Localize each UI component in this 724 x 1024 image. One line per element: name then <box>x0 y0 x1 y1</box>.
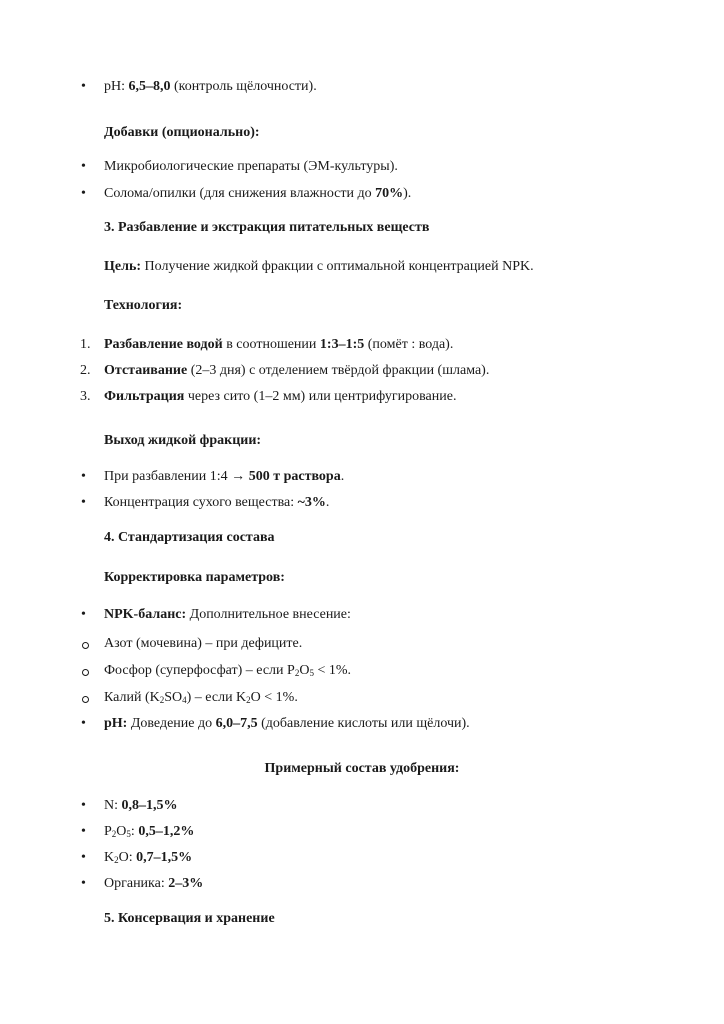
sub-item: Калий $(K_2SO_4)$ – если $K_2O < 1\%$. <box>104 690 298 705</box>
bullet-icon: • <box>81 159 86 174</box>
composition-item: N: 0,8–1,5% <box>104 798 178 813</box>
composition-item: Органика: 2–3% <box>104 876 204 891</box>
bullet-icon: • <box>81 876 86 891</box>
bullet-icon: • <box>81 186 86 201</box>
additive-item: Солома/опилки (для снижения влажности до 70%). <box>104 186 412 201</box>
goal-line: Цель: Получение жидкой фракции с оптимальной концентрацией NPK. <box>104 259 534 274</box>
composition-item: $K_2O$: 0,7–1,5% <box>104 850 193 865</box>
section-title: 5. Консервация и хранение <box>104 911 275 926</box>
additives-heading: Добавки (опционально): <box>104 125 260 140</box>
bullet-icon: • <box>81 716 86 731</box>
step-item: Фильтрация через сито (1–2 мм) или центрифугирование. <box>104 389 457 404</box>
circle-bullet-icon <box>82 696 89 703</box>
section-title: 4. Стандартизация состава <box>104 530 275 545</box>
step-number: 2. <box>80 363 91 378</box>
bullet-icon: • <box>81 850 86 865</box>
output-item: При разбавлении 1:4 → 500 т раствора. <box>104 469 345 484</box>
composition-heading: Примерный состав удобрения: <box>264 761 460 776</box>
composition-item: $P_2O_5$: 0,5–1,2% <box>104 824 195 839</box>
bullet-icon: • <box>81 495 86 510</box>
bullet-icon: • <box>81 469 86 484</box>
circle-bullet-icon <box>82 642 89 649</box>
circle-bullet-icon <box>82 669 89 676</box>
step-item: Отстаивание (2–3 дня) с отделением твёрдой фракции (шлама). <box>104 363 490 378</box>
section-title: 3. Разбавление и экстракция питательных веществ <box>104 220 430 235</box>
additive-item: Микробиологические препараты (ЭМ-культуры). <box>104 159 398 174</box>
sub-item: Фосфор (суперфосфат) – если $P_2O_5 < 1\%$. <box>104 663 351 678</box>
ph-adjust-item: pH: Доведение до 6,0–7,5 (добавление кислоты или щёлочи). <box>104 716 470 731</box>
technology-heading: Технология: <box>104 298 183 313</box>
step-number: 3. <box>80 389 91 404</box>
sub-item: Азот (мочевина) – при дефиците. <box>104 636 303 651</box>
output-item: Концентрация сухого вещества: ~3%. <box>104 495 330 510</box>
step-number: 1. <box>80 337 91 352</box>
npk-balance-item: NPK-баланс: Дополнительное внесение: <box>104 607 351 622</box>
bullet-icon: • <box>81 79 86 94</box>
bullet-icon: • <box>81 798 86 813</box>
correction-heading: Корректировка параметров: <box>104 570 285 585</box>
bullet-icon: • <box>81 607 86 622</box>
ph-range-item: pH: 6,5–8,0 (контроль щёлочности). <box>104 79 317 94</box>
step-item: Разбавление водой в соотношении 1:3–1:5 (помёт : вода). <box>104 337 454 352</box>
output-heading: Выход жидкой фракции: <box>104 433 262 448</box>
bullet-icon: • <box>81 824 86 839</box>
